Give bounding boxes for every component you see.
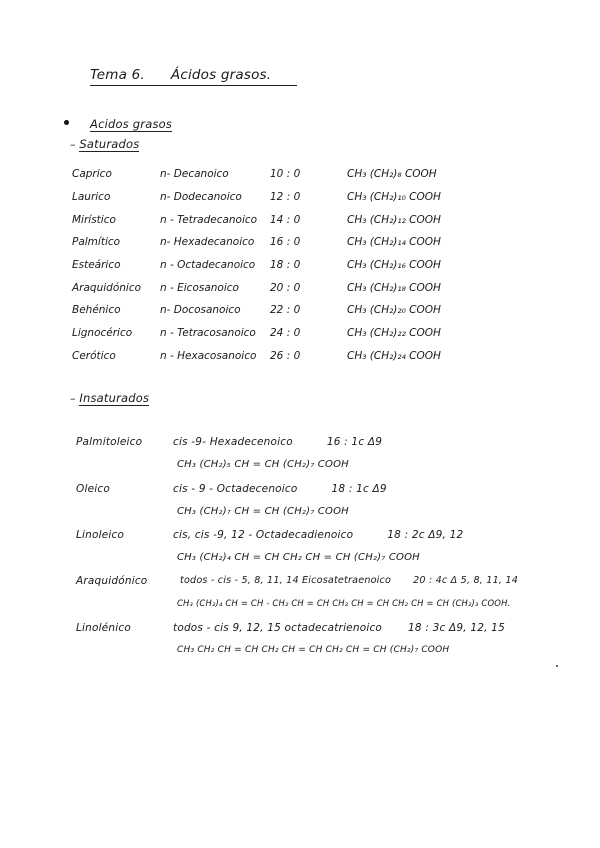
acid-iupac: n - Hexacosanoico [160,349,257,362]
acid-name: Caprico [72,168,112,181]
acid-code: 22 : 0 [270,304,301,317]
acid-iupac: n- Docosanoico [160,304,241,317]
insaturados-heading-line [70,391,149,405]
acid-name: Mirístico [72,213,116,226]
acid-code: 18 : 1c Δ9 [331,483,387,495]
saturados-heading-line [70,137,139,151]
acid-name: Araquidónico [72,281,142,294]
acid-name: Palmitoleico [76,436,143,448]
acid-code: 26 : 0 [270,349,301,362]
acid-formula: CH₃ (CH₂)₁₂ COOH [347,213,441,226]
acid-code: 16 : 1c Δ9 [326,436,383,448]
acid-formula: CH₃ (CH₂)₂₄ COOH [347,349,441,362]
table-row [72,163,441,186]
acid-formula: CH₃ (CH₂)₇ CH = CH (CH₂)₇ COOH [177,506,349,517]
dash-icon: – [70,392,80,405]
topic-title: Ácidos grasos. [170,67,272,83]
acid-iupac: cis -9- Hexadecenoico [173,436,293,448]
insaturados-heading: Insaturados [79,391,150,405]
acid-iupac: cis, cis -9, 12 - Octadecadienoico [173,529,354,541]
acid-code: 14 : 0 [270,213,301,226]
acid-name: Cerótico [72,349,116,362]
acid-iupac: n- Decanoico [160,168,229,181]
acid-code: 18 : 2c Δ9, 12 [387,529,464,541]
acid-formula: CH₃ (CH₂)₅ CH = CH (CH₂)₇ COOH [177,459,349,470]
table-row [72,345,441,368]
acid-iupac: n - Eicosanoico [160,281,239,294]
acid-name: Behénico [72,304,121,317]
acid-code: 10 : 0 [270,168,301,181]
acid-iupac-line [173,436,382,448]
acid-iupac: cis - 9 - Octadecenoico [173,483,298,495]
acid-code: 20 : 4c Δ 5, 8, 11, 14 [413,575,518,586]
acid-name: Linoleico [76,529,125,541]
table-row [72,254,441,277]
table-row [72,276,441,299]
acid-formula: CH₃ (CH₂)₄ CH = CH - CH₂ CH = CH CH₂ CH = CH CH₂ CH = CH (CH₂)₃ COOH. [177,598,511,608]
acid-code: 24 : 0 [270,327,301,340]
table-row [72,186,441,209]
saturated-acids-table [72,163,441,367]
acid-iupac: todos - cis - 5, 8, 11, 14 Eicosatetraenoico [180,575,392,586]
acid-iupac: n - Tetracosanoico [160,327,256,340]
acid-formula: CH₃ (CH₂)₈ COOH [347,168,437,181]
bullet-icon [64,120,69,125]
acid-formula: CH₃ CH₂ CH = CH CH₂ CH = CH CH₂ CH = CH (CH₂)₇ COOH [177,645,450,655]
acid-iupac-line [173,622,505,634]
acid-code: 18 : 0 [270,259,301,272]
acid-name: Palmítico [72,236,121,249]
acid-formula: CH₃ (CH₂)₁₀ COOH [347,191,441,204]
acid-iupac-line [173,529,463,541]
acid-iupac: n - Octadecanoico [160,259,256,272]
acid-formula: CH₃ (CH₂)₂₂ COOH [347,327,441,340]
table-row [72,299,441,322]
acid-formula: CH₃ (CH₂)₄ CH = CH CH₂ CH = CH (CH₂)₇ COOH [177,552,420,563]
acid-code: 18 : 3c Δ9, 12, 15 [408,622,505,634]
acid-formula: CH₃ (CH₂)₁₈ COOH [347,281,441,294]
table-row [72,208,441,231]
acid-code: 12 : 0 [270,191,301,204]
acid-name: Araquidónico [76,575,148,587]
acid-formula: CH₃ (CH₂)₁₆ COOH [347,259,441,272]
saturados-heading: Saturados [79,137,140,151]
acid-name: Laurico [72,191,111,204]
table-row [72,322,441,345]
acid-name: Linolénico [76,622,131,634]
acid-code: 20 : 0 [270,281,301,294]
section-heading: Acidos grasos [90,117,173,131]
page-title [90,67,297,86]
ink-dot [556,665,558,667]
acid-iupac: n - Tetradecanoico [160,213,258,226]
topic-number: Tema 6. [90,67,145,83]
acid-iupac-line [173,483,387,495]
acid-iupac-line [180,575,518,586]
acid-iupac: n- Hexadecanoico [160,236,255,249]
dash-icon: – [70,138,80,151]
acid-name: Oleico [76,483,110,495]
acid-iupac: todos - cis 9, 12, 15 octadecatrienoico [173,622,383,634]
acid-formula: CH₃ (CH₂)₂₀ COOH [347,304,441,317]
acid-code: 16 : 0 [270,236,301,249]
acid-formula: CH₃ (CH₂)₁₄ COOH [347,236,441,249]
acid-name: Lignocérico [72,327,133,340]
table-row [72,231,441,254]
acid-iupac: n- Dodecanoico [160,191,242,204]
acid-name: Esteárico [72,259,121,272]
